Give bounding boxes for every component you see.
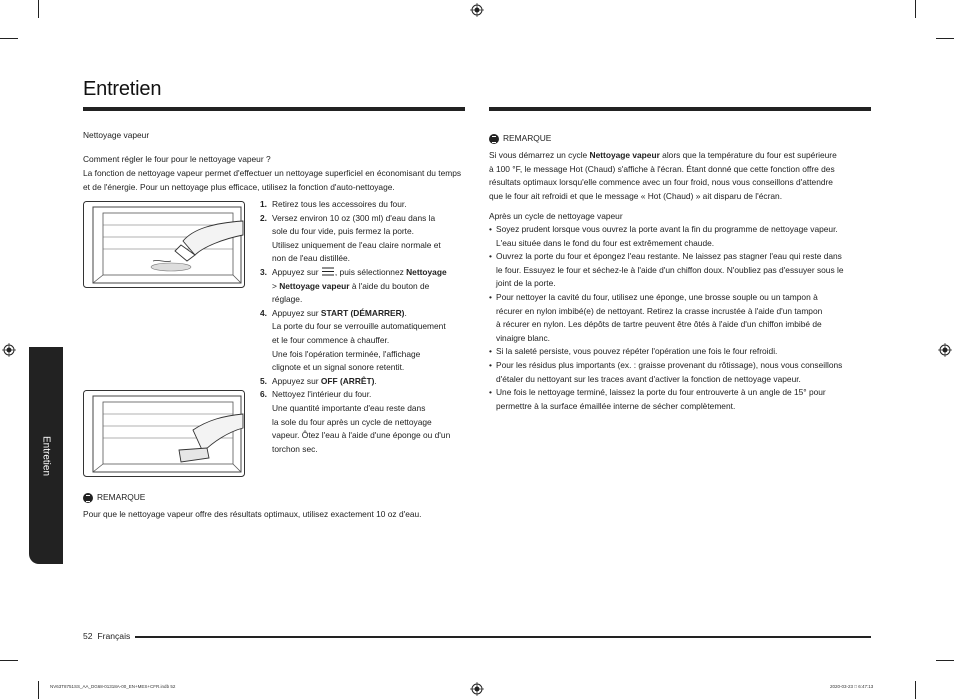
steps-list xyxy=(260,198,470,456)
note-icon xyxy=(83,493,93,503)
note-icon xyxy=(489,134,499,144)
crop-mark xyxy=(936,38,954,39)
print-date: 2020-03-23 □ 6:47:13 xyxy=(830,684,874,689)
title-rule-right xyxy=(489,107,871,111)
crop-mark xyxy=(0,38,18,39)
step-3: 3. Appuyez sur , puis sélectionnez Nettoyage > Nettoyage vapeur à l'aide du bouton de réglage. xyxy=(260,266,447,305)
crop-mark xyxy=(38,681,39,699)
left-note-text: Pour que le nettoyage vapeur offre des résultats optimaux, utilisez exactement 10 oz d'eau. xyxy=(83,509,422,519)
right-note-heading: REMARQUE xyxy=(489,132,551,146)
title-rule-left xyxy=(83,107,465,111)
registration-mark-icon xyxy=(470,682,484,696)
registration-mark-icon xyxy=(2,343,16,357)
list-item: • Soyez prudent lorsque vous ouvrez la porte avant la fin du programme de nettoyage vapeur. L'eau située dans le fond du four est extrêmement chaude. xyxy=(489,223,874,250)
crop-mark xyxy=(38,0,39,18)
registration-mark-icon xyxy=(470,3,484,17)
list-item: • Pour les résidus plus importants (ex. : graisse provenant du rôtissage), nous vous conseillons d'étaler du nettoyant sur les traces avant d'activer la fonction de nettoyage vapeur. xyxy=(489,359,874,386)
list-item: • Pour nettoyer la cavité du four, utilisez une éponge, une brosse souple ou un tampon à récurer en nylon imbibé(e) de nettoyant. Retirez la crasse incrustée à l'aide d'un tampon à récurer en nylon. Les dépôts de tartre peuvent être ôtés à l'aide d'un chiffon imbibé de vinaigre blanc. xyxy=(489,291,874,345)
oven-wipe-illustration xyxy=(83,390,245,477)
step-2: 2. Versez environ 10 oz (300 ml) d'eau dans la sole du four vide, puis fermez la porte. Utilisez uniquement de l'eau claire normale et non de l'eau distillée. xyxy=(260,212,441,264)
step-6: 6. Nettoyez l'intérieur du four. Une quantité importante d'eau reste dans la sole du four après un cycle de nettoyage vapeur. Ôtez l'eau à l'aide d'une éponge ou d'un torchon sec. xyxy=(260,389,451,454)
list-item: • Si la saleté persiste, vous pouvez répéter l'opération une fois le four refroidi. xyxy=(489,345,874,359)
step-5: 5. Appuyez sur OFF (ARRÊT). xyxy=(260,375,377,386)
crop-mark xyxy=(0,660,18,661)
page-title: Entretien xyxy=(83,78,162,100)
right-note-text: Si vous démarrez un cycle Nettoyage vapeur alors que la température du four est supérieure à 100 °F, le message Hot (Chaud) s'affiche à l'écran. Étant donné que cette fonction offre des résultats optimaux lorsqu'elle commence avec un four froid, nous vous conseillons d'attendre que le four ait refroidi et que le message « Hot (Chaud) » ait disparu de l'écran. xyxy=(489,150,837,201)
crop-mark xyxy=(915,0,916,18)
crop-mark xyxy=(915,681,916,699)
list-item: • Une fois le nettoyage terminé, laissez la porte du four entrouverte à un angle de 15° pour permettre à la surface émaillée interne de sécher complètement. xyxy=(489,386,874,413)
list-item: • Ouvrez la porte du four et épongez l'eau restante. Ne laissez pas stagner l'eau qui reste dans le four. Essuyez le four et séchez-le à l'aide d'un chiffon doux. N'oubliez pas d'essuyer sous le joint de la porte. xyxy=(489,250,874,291)
step-1: 1. Retirez tous les accessoires du four. xyxy=(260,199,407,209)
side-tab-label: Entretien xyxy=(40,435,52,476)
crop-mark xyxy=(936,660,954,661)
how-to-title: Comment régler le four pour le nettoyage vapeur ? xyxy=(83,154,271,164)
page-number: 52 Français xyxy=(83,631,131,641)
registration-mark-icon xyxy=(938,343,952,357)
menu-icon xyxy=(321,267,335,276)
intro-paragraph: La fonction de nettoyage vapeur permet d'effectuer un nettoyage superficiel en économisant du temps et de l'énergie. Pour un nettoyage plus efficace, utilisez la fonction d'auto-nettoyage. xyxy=(83,168,462,192)
after-cycle-bullets xyxy=(489,223,874,413)
step-4: 4. Appuyez sur START (DÉMARRER). La porte du four se verrouille automatiquement et le four commence à chauffer. Une fois l'opération terminée, l'affichage clignote et un signal sonore retentit. xyxy=(260,307,446,373)
oven-water-pour-illustration xyxy=(83,201,245,288)
left-note-heading: REMARQUE xyxy=(83,491,145,505)
file-info: NV63T8751SS_AA_DG68-01318A-00_EN+MES+CFR.indb 52 xyxy=(50,684,176,689)
after-cycle-title: Après un cycle de nettoyage vapeur xyxy=(489,211,623,221)
section-title: Nettoyage vapeur xyxy=(83,130,150,140)
footer-rule xyxy=(135,636,871,638)
